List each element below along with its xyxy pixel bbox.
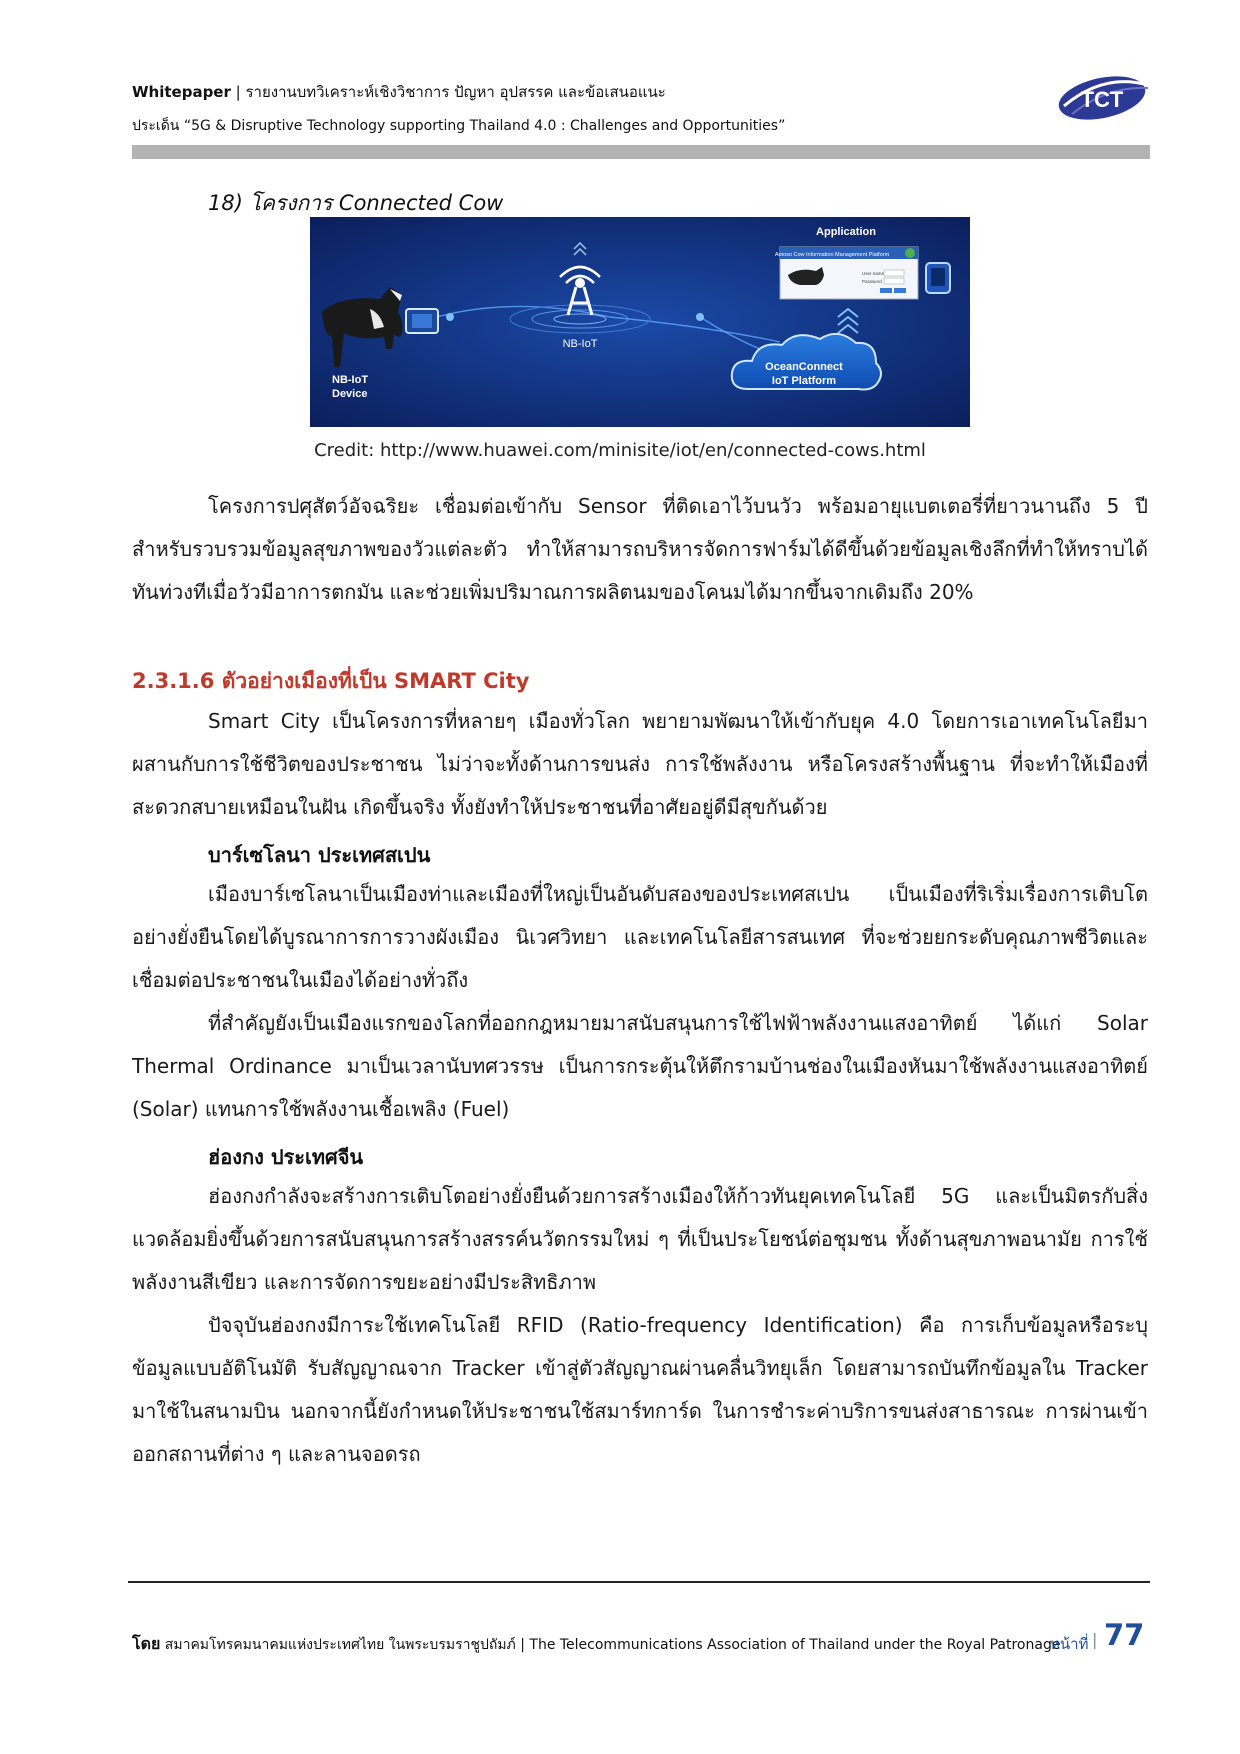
mobile-phone-icon: [926, 263, 950, 293]
app-window-title: Aotoso Cow Information Management Platform: [774, 252, 890, 258]
paragraph-connected-cow: โครงการปศุสัตว์อัจฉริยะ เชื่อมต่อเข้ากับ Sensor ที่ติดเอาไว้บนวัว พร้อมอายุแบตเตอรี่ที่ยาวนานถึง 5 ปี สำหรับรวบรวมข้อมูลสุขภาพของวัวแต่ละตัว ทำให้สามารถบริหารจัดการฟาร์มได้ดีขึ้นด้วยข้อมูลเชิงลึกที่ทำให้ทราบได้ทันท่วงทีเมื่อวัวมีอาการตกมัน และช่วยเพิ่มปริมาณการผลิตนมของโคนมได้มากขึ้นจากเดิมถึง 20%: [132, 494, 1148, 604]
footer-divider: [128, 1581, 1150, 1583]
app-password-label: Password: [862, 279, 882, 284]
connected-cow-diagram: [310, 217, 970, 427]
cloud-label-line1: OceanConnect: [765, 361, 843, 373]
paragraph-barcelona-2: ที่สำคัญยังเป็นเมืองแรกของโลกที่ออกกฎหมายมาสนับสนุนการใช้ไฟฟ้าพลังงานแสงอาทิตย์ ได้แก่ Solar Thermal Ordinance มาเป็นเวลานับทศวรรษ เป็นการกระตุ้นให้ตึกรามบ้านช่องในเมืองหันมาใช้พลังงานแสงอาทิตย์ (Solar) แทนการใช้พลังงานเชื้อเพลิง (Fuel): [132, 1011, 1148, 1121]
page-number: 77: [1104, 1618, 1145, 1652]
paragraph-hongkong-2: ปัจจุบันฮ่องกงมีการะใช้เทคโนโลยี RFID (Ratio-frequency Identification) คือ การเก็บข้อมูลหรือระบุข้อมูลแบบอัติโนมัติ รับสัญญาณจาก Tracker เข้าสู่ตัวสัญญาณผ่านคลื่นวิทยุเล็ก โดยสามารถบันทึกข้อมูลใน Tracker มาใช้ในสนามบิน นอกจากนี้ยังกำหนดให้ประชาชนใช้สมาร์ทการ์ด ในการชำระค่าบริการขนส่งสาธารณะ การผ่านเข้าออกสถานที่ต่าง ๆ และลานจอดรถ: [132, 1313, 1148, 1466]
device-label-line2: Device: [332, 388, 368, 400]
page-separator: |: [1092, 1630, 1098, 1649]
page-label: หน้าที่: [1050, 1635, 1089, 1653]
footer-by-label: โดย: [132, 1634, 161, 1653]
nbiot-label: NB-IoT: [562, 338, 598, 350]
subheading-hongkong: ฮ่องกง ประเทศจีน: [208, 1145, 364, 1169]
section-heading-smart-city: 2.3.1.6 ตัวอย่างเมืองที่เป็น SMART City: [132, 669, 530, 693]
footer-org-text: สมาคมโทรคมนาคมแห่งประเทศไทย ในพระบรมราชูปถัมภ์ | The Telecommunications Association of Thailand under the Royal Patronage: [160, 1637, 1061, 1653]
cloud-label-line2: IoT Platform: [771, 375, 837, 387]
header-title-rest: | รายงานบทวิเคราะห์เชิงวิชาการ ปัญหา อุปสรรค และข้อเสนอแนะ: [230, 83, 666, 101]
header-title: [132, 80, 666, 104]
nbiot-device-icon: [406, 309, 438, 333]
tct-logo: [1052, 66, 1152, 126]
header-subtitle: ประเด็น “5G & Disruptive Technology supporting Thailand 4.0 : Challenges and Opportunities”: [132, 118, 786, 134]
app-username-label: User name: [862, 271, 885, 276]
header-divider-bar: [132, 145, 1150, 159]
device-label-line1: NB-IoT: [332, 374, 369, 386]
paragraph-barcelona-1: เมืองบาร์เซโลนาเป็นเมืองท่าและเมืองที่ใหญ่เป็นอันดับสองของประเทศสเปน เป็นเมืองที่ริเริ่มเรื่องการเติบโตอย่างยั่งยืนโดยได้บูรณาการการวางผังเมือง นิเวศวิทยา และเทคโนโลยีสารสนเทศ ที่จะช่วยยกระดับคุณภาพชีวิตและเชื่อมต่อประชาชนในเมืองได้อย่างทั่วถึง: [132, 882, 1148, 992]
application-label: Application: [816, 226, 876, 238]
tct-logo-text: TCT: [1080, 87, 1124, 112]
application-window: [775, 247, 918, 299]
paragraph-smart-city-intro: Smart City เป็นโครงการที่หลายๆ เมืองทั่วโลก พยายามพัฒนาให้เข้ากับยุค 4.0 โดยการเอาเทคโนโลยีมาผสานกับการใช้ชีวิตของประชาชน ไม่ว่าจะทั้งด้านการขนส่ง การใช้พลังงาน หรือโครงสร้างพื้นฐาน ที่จะทำให้เมืองที่สะดวกสบายเหมือนในฝัน เกิดขึ้นจริง ทั้งยังทำให้ประชาชนที่อาศัยอยู่ดีมีสุขกันด้วย: [132, 709, 1148, 819]
figure-credit: Credit: http://www.huawei.com/minisite/iot/en/connected-cows.html: [314, 440, 926, 461]
header-whitepaper-label: Whitepaper: [132, 83, 231, 101]
footer-organization: [132, 1632, 1060, 1657]
figure-caption: 18) โครงการ Connected Cow: [208, 191, 504, 215]
paragraph-hongkong-1: ฮ่องกงกำลังจะสร้างการเติบโตอย่างยั่งยืนด้วยการสร้างเมืองให้ก้าวทันยุคเทคโนโลยี 5G และเป็นมิตรกับสิ่งแวดล้อมยิ่งขึ้นด้วยการสนับสนุนการสร้างสรรค์นวัตกรรมใหม่ ๆ ที่เป็นประโยชน์ต่อชุมชน ทั้งด้านสุขภาพอนามัย การใช้พลังงานสีเขียว และการจัดการขยะอย่างมีประสิทธิภาพ: [132, 1184, 1148, 1294]
subheading-barcelona: บาร์เซโลนา ประเทศสเปน: [208, 843, 431, 867]
